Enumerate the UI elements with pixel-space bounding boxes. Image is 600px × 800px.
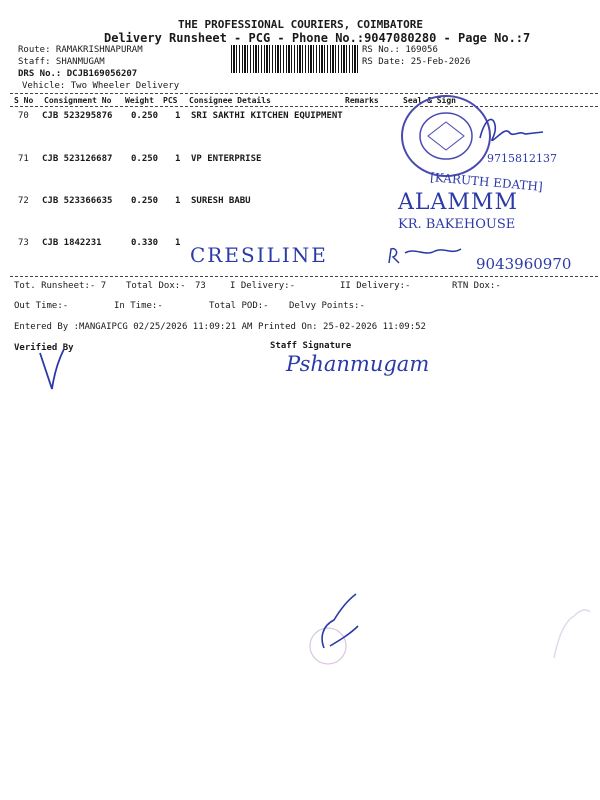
row70-phone: 9715812137	[487, 152, 557, 165]
col-sno: S No	[14, 96, 34, 105]
row72-consignee: SURESH BABU	[191, 196, 251, 206]
route-label: Route: RAMAKRISHNAPURAM	[18, 45, 143, 55]
row70-weight: 0.250	[131, 111, 159, 121]
staff-signature-label: Staff Signature	[270, 341, 352, 351]
row71-consignment: CJB 523126687	[42, 154, 113, 164]
out-time: Out Time:-	[14, 301, 69, 311]
row73-consignment: CJB 1842231	[42, 238, 102, 248]
total-dox-label: Total Dox:-	[126, 281, 186, 291]
row72-handwriting-1: [KARUTH EDATH]	[429, 170, 544, 194]
col-consignee: Consignee Details	[189, 96, 271, 105]
drs-number: DRS No.: DCJB169056207	[18, 69, 138, 79]
total-dox-value: 73	[195, 281, 206, 291]
row70-consignee: SRI SAKTHI KITCHEN EQUIPMENT	[191, 111, 343, 121]
row70-signature	[475, 110, 550, 150]
col-remarks: Remarks	[345, 96, 379, 105]
row71-weight: 0.250	[131, 154, 159, 164]
verified-by: Verified By	[14, 343, 74, 353]
rs-date: RS Date: 25-Feb-2026	[362, 57, 471, 67]
totals-top-rule	[10, 276, 598, 277]
row72-handwriting-2: ALAMMM	[398, 190, 518, 215]
header-top-rule	[10, 93, 598, 94]
row71-pcs: 1	[175, 154, 181, 164]
row73-signature	[385, 243, 465, 267]
delivery-points: Delvy Points:-	[289, 301, 365, 311]
entered-by: Entered By :MANGAIPCG 02/25/2026 11:09:21 AM	[14, 322, 253, 332]
row73-sno: 73	[18, 238, 29, 248]
in-time: In Time:-	[114, 301, 163, 311]
lower-signature-mark	[300, 590, 375, 670]
rs-number: RS No.: 169056	[362, 45, 438, 55]
row70-sno: 70	[18, 111, 29, 121]
printed-on: Printed On: 25-02-2026 11:09:52	[258, 322, 426, 332]
row73-pcs: 1	[175, 238, 181, 248]
row73-weight: 0.330	[131, 238, 159, 248]
row71-consignee: VP ENTERPRISE	[191, 154, 262, 164]
i-delivery: I Delivery:-	[230, 281, 296, 291]
runsheet-title: Delivery Runsheet - PCG - Phone No.:9047080280 - Page No.:7	[104, 31, 531, 45]
col-weight: Weight	[125, 96, 154, 105]
tot-runsheet: Tot. Runsheet:- 7	[14, 281, 107, 291]
ii-delivery: II Delivery:-	[340, 281, 411, 291]
vehicle-label: Vehicle: Two Wheeler Delivery	[22, 81, 180, 91]
row72-consignment: CJB 523366635	[42, 196, 113, 206]
header-bottom-rule	[10, 106, 598, 107]
total-pod: Total POD:-	[209, 301, 269, 311]
lower-faint-mark	[548, 598, 596, 666]
company-name: THE PROFESSIONAL COURIERS, COIMBATORE	[178, 18, 424, 31]
barcode-image	[231, 45, 359, 73]
col-pcs: PCS	[163, 96, 178, 105]
staff-label: Staff: SHANMUGAM	[18, 57, 105, 67]
handwritten-consignee: CRESILINE	[190, 243, 328, 267]
col-consignment: Consignment No	[44, 96, 112, 105]
row72-pcs: 1	[175, 196, 181, 206]
row71-sno: 71	[18, 154, 29, 164]
staff-signature: Pshanmugam	[286, 352, 430, 376]
row70-pcs: 1	[175, 111, 181, 121]
verified-signature	[34, 345, 74, 395]
row73-phone: 9043960970	[476, 255, 572, 273]
row70-consignment: CJB 523295876	[42, 111, 113, 121]
col-seal-sign: Seal & Sign	[403, 96, 456, 105]
row72-weight: 0.250	[131, 196, 159, 206]
row72-handwriting-3: KR. BAKEHOUSE	[398, 217, 516, 232]
rtn-dox: RTN Dox:-	[452, 281, 501, 291]
row72-sno: 72	[18, 196, 29, 206]
